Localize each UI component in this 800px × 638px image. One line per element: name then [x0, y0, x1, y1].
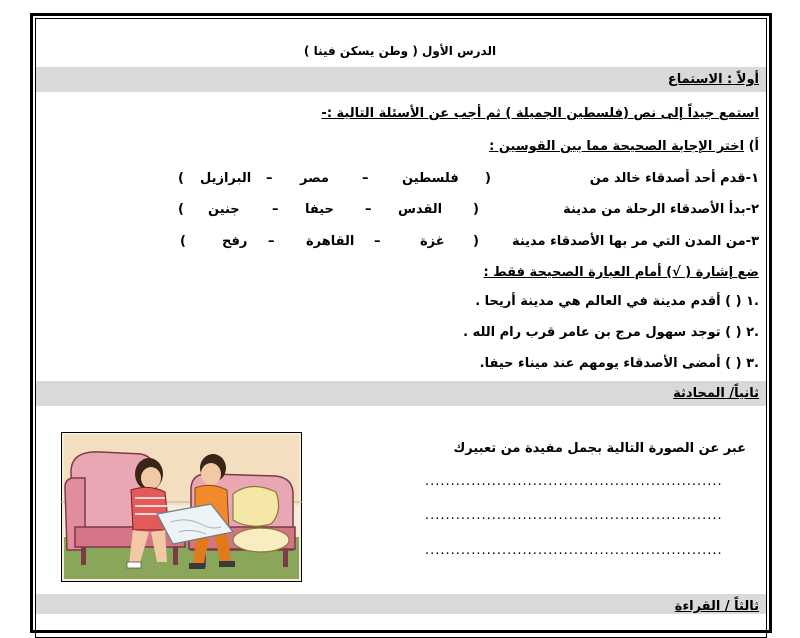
item-text: أمضى الأصدقاء يومهم عند ميناء حيفا. — [479, 356, 721, 371]
section-band-conversation — [36, 381, 766, 406]
mcq-q1-sep-2: – — [266, 171, 273, 186]
item-number: .٢ — [746, 325, 759, 340]
checkbox-parens[interactable]: ( ) — [725, 356, 742, 371]
children-reading-map-illustration — [61, 432, 302, 582]
section-band-listening — [36, 67, 766, 92]
mcq-question-3: ٣-من المدن التي مر بها الأصدقاء مدينة — [511, 234, 759, 249]
part-a-heading-row — [489, 138, 759, 156]
mcq-q1-option-1[interactable]: فلسطين — [402, 171, 459, 186]
mcq-q2-close-paren: ) — [178, 202, 184, 217]
answer-line-3[interactable]: .......................................................... — [425, 543, 723, 558]
part-b-heading: ضع إشارة ( √) أمام العبارة الصحيحة فقط : — [483, 265, 759, 280]
mcq-q3-option-2[interactable]: القاهرة — [306, 234, 355, 249]
item-text: أقدم مدينة في العالم هي مدينة أريحا . — [475, 294, 721, 309]
section-heading-reading: ثالثاً / القراءة — [674, 599, 759, 614]
lesson-title: الدرس الأول ( وطن يسكن فينا ) — [303, 44, 497, 58]
mcq-q1-option-2[interactable]: مصر — [300, 171, 329, 186]
part-a-heading: اختر الإجابة الصحيحة مما بين القوسين : — [489, 139, 745, 154]
section-heading-conversation: ثانياً/ المحادثة — [673, 386, 759, 401]
mcq-q1-open-paren: ( — [485, 171, 491, 186]
mcq-q2-option-1[interactable]: القدس — [398, 202, 443, 217]
section-band-reading — [36, 594, 766, 614]
mcq-q1-option-3[interactable]: البرازيل — [200, 171, 252, 186]
mcq-q2-option-3[interactable]: جنين — [208, 202, 240, 217]
mcq-q2-sep-2: – — [272, 202, 279, 217]
mcq-q3-sep-1: – — [374, 234, 381, 249]
conversation-instruction: عبر عن الصورة التالية بجمل مفيدة من تعبيرك — [453, 441, 746, 456]
mcq-q1-close-paren: ) — [178, 171, 184, 186]
true-false-item-1 — [475, 293, 759, 311]
mcq-question-2: ٢-بدأ الأصدقاء الرحلة من مدينة — [563, 202, 759, 217]
mcq-q2-sep-1: – — [365, 202, 372, 217]
item-number: .٣ — [746, 356, 759, 371]
listening-instruction: استمع جيداً إلى نص (فلسطين الجميلة ) ثم أجب عن الأسئلة التالية :- — [321, 106, 759, 121]
mcq-q2-option-2[interactable]: حيفا — [305, 202, 334, 217]
checkbox-parens[interactable]: ( ) — [725, 294, 742, 309]
mcq-q3-open-paren: ( — [473, 234, 479, 249]
answer-line-1[interactable]: .......................................................... — [425, 474, 723, 489]
mcq-q3-option-3[interactable]: رفح — [222, 234, 248, 249]
item-text: توجد سهول مرج بن عامر قرب رام الله . — [463, 325, 721, 340]
checkbox-parens[interactable]: ( ) — [725, 325, 742, 340]
mcq-q1-sep-1: – — [362, 171, 369, 186]
part-a-marker: أ) — [748, 139, 759, 154]
mcq-q2-open-paren: ( — [473, 202, 479, 217]
mcq-question-1: ١-قدم أحد أصدقاء خالد من — [589, 171, 759, 186]
section-heading-listening: أولاً : الاستماع — [667, 72, 759, 87]
answer-line-2[interactable]: .......................................................... — [425, 508, 723, 523]
mcq-q3-option-1[interactable]: غزة — [420, 234, 445, 249]
mcq-q3-close-paren: ) — [180, 234, 186, 249]
true-false-item-2 — [463, 324, 759, 342]
true-false-item-3 — [480, 355, 759, 373]
mcq-q3-sep-2: – — [268, 234, 275, 249]
item-number: .١ — [746, 294, 759, 309]
